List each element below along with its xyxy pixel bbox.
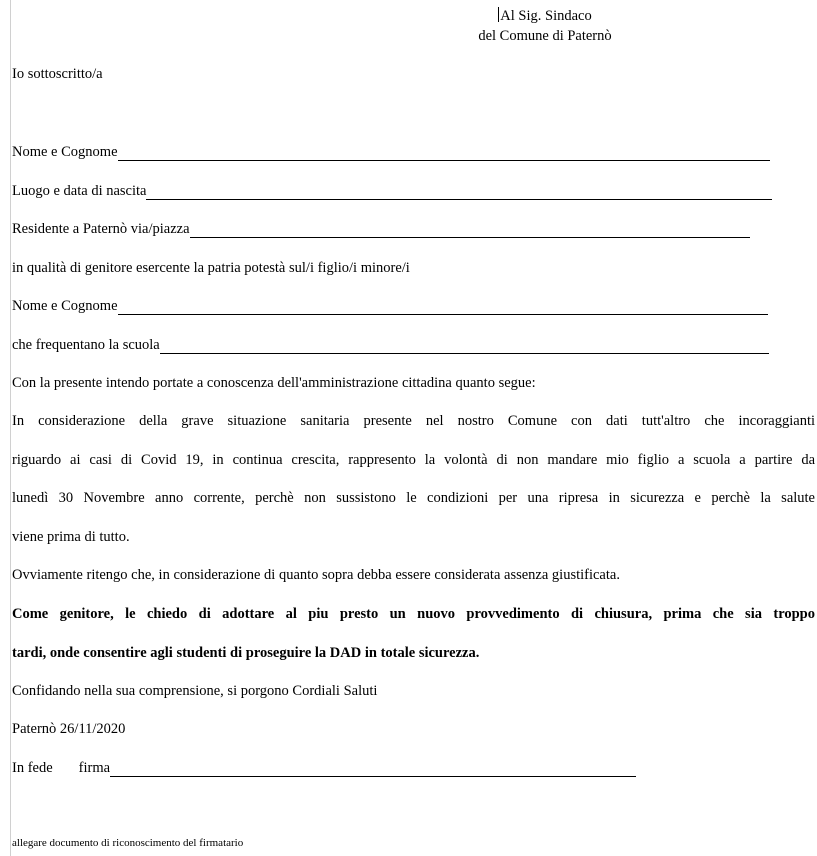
- paragraph-1-line-1: In considerazione della grave situazione sanitaria presente nel nostro Comune con dati tutt'altro che incoraggianti: [12, 413, 815, 429]
- intro-text: Io sottoscritto/a: [12, 66, 103, 82]
- field-child-name-label: Nome e Cognome: [12, 298, 118, 314]
- footer-note: allegare documento di riconoscimento del firmatario: [12, 837, 244, 849]
- field-residence: [12, 220, 750, 238]
- field-birth-blank[interactable]: [146, 185, 772, 200]
- field-name: [12, 143, 770, 161]
- closing-text: Confidando nella sua comprensione, si porgono Cordiali Saluti: [12, 683, 378, 699]
- place-date: Paternò 26/11/2020: [12, 721, 126, 737]
- in-fede-label: In fede: [12, 760, 53, 776]
- request-line-1: Come genitore, le chiedo di adottare al piu presto un nuovo provvedimento di chiusura, prima che sia troppo: [12, 606, 815, 622]
- field-name-label: Nome e Cognome: [12, 144, 118, 160]
- paragraph-1-line-3: lunedì 30 Novembre anno corrente, perchè non sussistono le condizioni per una ripresa in sicurezza e perchè la salute: [12, 490, 815, 506]
- field-birth-label: Luogo e data di nascita: [12, 183, 147, 199]
- field-school-blank[interactable]: [160, 339, 769, 354]
- field-name-blank[interactable]: [118, 146, 770, 161]
- field-child-name: [12, 297, 768, 315]
- page-margin-line: [10, 0, 11, 856]
- signature-blank[interactable]: [110, 762, 636, 777]
- request-line-2: tardi, onde consentire agli studenti di proseguire la DAD in totale sicurezza.: [12, 645, 480, 661]
- paragraph-1-line-4: viene prima di tutto.: [12, 529, 130, 545]
- recipient-block: [440, 6, 650, 46]
- recipient-line-2: del Comune di Paternò: [478, 28, 612, 44]
- recipient-line-1: Al Sig. Sindaco: [500, 8, 592, 24]
- guardian-role-text: in qualità di genitore esercente la patria potestà sul/i figlio/i minore/i: [12, 260, 410, 276]
- field-residence-blank[interactable]: [190, 223, 750, 238]
- field-birth: [12, 182, 772, 200]
- notice-text: Con la presente intendo portate a conoscenza dell'amministrazione cittadina quanto segue:: [12, 375, 536, 391]
- firma-label: firma: [78, 760, 111, 776]
- field-school: [12, 336, 769, 354]
- field-residence-label: Residente a Paternò via/piazza: [12, 221, 190, 237]
- paragraph-2: Ovviamente ritengo che, in considerazione di quanto sopra debba essere considerata assenza giustificata.: [12, 567, 620, 583]
- field-school-label: che frequentano la scuola: [12, 337, 160, 353]
- paragraph-1-line-2: riguardo ai casi di Covid 19, in continua crescita, rappresento la volontà di non mandare mio figlio a scuola a partire da: [12, 452, 815, 468]
- signature-row: [12, 759, 636, 777]
- field-child-name-blank[interactable]: [118, 300, 768, 315]
